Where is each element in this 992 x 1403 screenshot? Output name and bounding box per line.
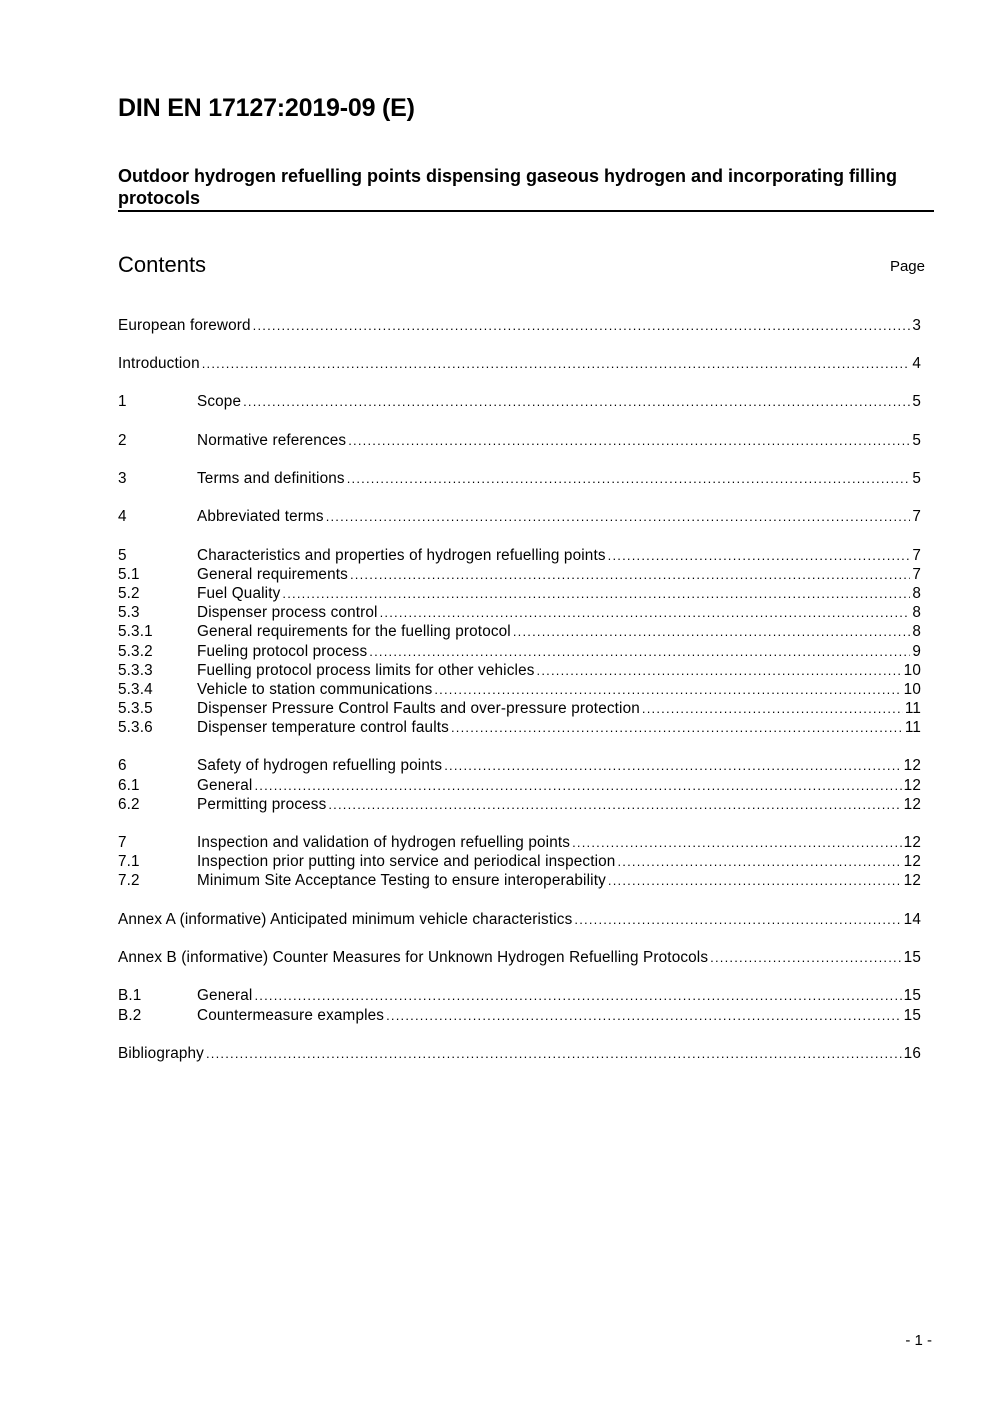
- toc-number: 7: [118, 834, 127, 851]
- toc-number: 5.2: [118, 585, 140, 602]
- toc-leader: [326, 507, 911, 526]
- toc-number: 6: [118, 757, 127, 774]
- toc-number: 4: [118, 508, 127, 525]
- toc-entry[interactable]: [118, 584, 921, 603]
- toc-title: Fueling protocol process: [197, 643, 368, 660]
- toc-number: B.1: [118, 987, 142, 1004]
- toc-page: 3: [912, 317, 921, 334]
- toc-leader: [386, 1006, 902, 1025]
- toc-page: 11: [904, 719, 921, 736]
- toc-number: 5.3: [118, 604, 140, 621]
- toc-title: Abbreviated terms: [197, 508, 324, 525]
- document-title: Outdoor hydrogen refuelling points dispensing gaseous hydrogen and incorporating filling protocols: [118, 166, 898, 208]
- toc-title: Bibliography: [118, 1045, 204, 1062]
- toc-number: 5: [118, 547, 127, 564]
- toc-title: Annex A (informative) Anticipated minimum vehicle characteristics: [118, 911, 573, 928]
- toc-page: 8: [912, 604, 921, 621]
- toc-title: Normative references: [197, 432, 347, 449]
- toc-number: 5.3.2: [118, 643, 153, 660]
- toc-title: Dispenser Pressure Control Faults and over-pressure protection: [197, 700, 640, 717]
- toc-title: Dispenser temperature control faults: [197, 719, 449, 736]
- toc-entry[interactable]: [118, 507, 921, 526]
- toc-number: 2: [118, 432, 127, 449]
- toc-number: 5.3.4: [118, 681, 153, 698]
- toc-page: 12: [903, 853, 921, 870]
- page-number: - 1 -: [905, 1332, 932, 1349]
- toc-page: 16: [903, 1045, 921, 1062]
- toc-page: 8: [912, 585, 921, 602]
- toc-page: 9: [912, 643, 921, 660]
- toc-leader: [202, 354, 911, 373]
- toc-entry[interactable]: [118, 469, 921, 488]
- toc-leader: [513, 622, 910, 641]
- toc-page: 12: [903, 796, 921, 813]
- toc-entry[interactable]: [118, 833, 921, 852]
- toc-leader: [574, 910, 901, 929]
- toc-leader: [434, 680, 901, 699]
- toc-page: 12: [903, 834, 921, 851]
- toc-page: 15: [903, 949, 921, 966]
- page-column-label: Page: [889, 258, 925, 275]
- toc-title: Inspection prior putting into service and periodical inspection: [197, 853, 616, 870]
- toc-leader: [608, 871, 902, 890]
- toc-entry[interactable]: [118, 776, 921, 795]
- toc-number: 7.2: [118, 872, 140, 889]
- toc-leader: [243, 392, 910, 411]
- toc-entry[interactable]: [118, 756, 921, 775]
- toc-page: 11: [904, 700, 921, 717]
- toc-leader: [380, 603, 911, 622]
- toc-entry[interactable]: [118, 392, 921, 411]
- toc-number: 5.3.6: [118, 719, 153, 736]
- toc-leader: [617, 852, 901, 871]
- toc-entry[interactable]: [118, 852, 921, 871]
- toc-title: Vehicle to station communications: [197, 681, 433, 698]
- toc-page: 8: [912, 623, 921, 640]
- toc-leader: [282, 584, 910, 603]
- toc-page: 5: [912, 432, 921, 449]
- toc-entry[interactable]: [118, 431, 921, 450]
- toc-page: 12: [903, 872, 921, 889]
- toc-title: Annex B (informative) Counter Measures for Unknown Hydrogen Refuelling Protocols: [118, 949, 709, 966]
- toc-page: 7: [912, 566, 921, 583]
- toc-number: 5.3.1: [118, 623, 153, 640]
- toc-title: Fuelling protocol process limits for other vehicles: [197, 662, 535, 679]
- toc-title: General requirements for the fuelling protocol: [197, 623, 511, 640]
- toc-entry[interactable]: [118, 718, 921, 737]
- toc-entry[interactable]: [118, 316, 921, 335]
- toc-entry[interactable]: [118, 1044, 921, 1063]
- toc-entry[interactable]: [118, 565, 921, 584]
- toc-leader: [348, 431, 910, 450]
- toc-leader: [642, 699, 903, 718]
- toc-page: 10: [903, 681, 921, 698]
- toc-leader: [710, 948, 902, 967]
- toc-leader: [451, 718, 903, 737]
- document-id: DIN EN 17127:2019-09 (E): [118, 94, 415, 122]
- toc-entry[interactable]: [118, 661, 921, 680]
- toc-entry[interactable]: [118, 986, 921, 1005]
- toc-page: 5: [912, 470, 921, 487]
- toc-title: European foreword: [118, 317, 251, 334]
- toc-page: 10: [903, 662, 921, 679]
- toc-number: 7.1: [118, 853, 140, 870]
- toc-title: Permitting process: [197, 796, 327, 813]
- toc-number: 5.3.5: [118, 700, 153, 717]
- toc-title: Dispenser process control: [197, 604, 378, 621]
- toc-number: 6.2: [118, 796, 140, 813]
- toc-title: Scope: [197, 393, 242, 410]
- toc-title: Characteristics and properties of hydrogen refuelling points: [197, 547, 606, 564]
- toc-title: Minimum Site Acceptance Testing to ensure interoperability: [197, 872, 606, 889]
- toc-title: Safety of hydrogen refuelling points: [197, 757, 443, 774]
- toc-leader: [254, 776, 901, 795]
- toc-title: General: [197, 777, 253, 794]
- toc-page: 7: [912, 508, 921, 525]
- toc-entry[interactable]: [118, 1006, 921, 1025]
- toc-leader: [347, 469, 911, 488]
- toc-entry[interactable]: [118, 910, 921, 929]
- toc-page: 15: [903, 1007, 921, 1024]
- toc-title: Inspection and validation of hydrogen refuelling points: [197, 834, 571, 851]
- toc-leader: [206, 1044, 902, 1063]
- toc-entry[interactable]: [118, 642, 921, 661]
- toc-number: B.2: [118, 1007, 142, 1024]
- toc-leader: [328, 795, 901, 814]
- toc-entry[interactable]: [118, 948, 921, 967]
- toc-page: 14: [903, 911, 921, 928]
- toc-leader: [537, 661, 902, 680]
- toc-leader: [572, 833, 902, 852]
- toc-entry[interactable]: [118, 354, 921, 373]
- toc-title: General requirements: [197, 566, 348, 583]
- toc-title: General: [197, 987, 253, 1004]
- toc-leader: [254, 986, 901, 1005]
- title-divider: [118, 210, 934, 212]
- toc-page: 7: [912, 547, 921, 564]
- toc-leader: [369, 642, 910, 661]
- toc-number: 5.3.3: [118, 662, 153, 679]
- toc-page: 12: [903, 777, 921, 794]
- toc-number: 5.1: [118, 566, 140, 583]
- toc-number: 1: [118, 393, 127, 410]
- toc-entry[interactable]: [118, 546, 921, 565]
- toc-entry[interactable]: [118, 699, 921, 718]
- toc-page: 12: [903, 757, 921, 774]
- toc-leader: [608, 546, 911, 565]
- toc-title: Introduction: [118, 355, 200, 372]
- toc-leader: [253, 316, 911, 335]
- toc-entry[interactable]: [118, 622, 921, 641]
- toc-entry[interactable]: [118, 795, 921, 814]
- toc-leader: [444, 756, 901, 775]
- toc-number: 6.1: [118, 777, 140, 794]
- toc-entry[interactable]: [118, 603, 921, 622]
- toc-title: Terms and definitions: [197, 470, 345, 487]
- toc-entry[interactable]: [118, 680, 921, 699]
- toc-page: 4: [912, 355, 921, 372]
- toc-title: Countermeasure examples: [197, 1007, 385, 1024]
- toc-page: 15: [903, 987, 921, 1004]
- toc-title: Fuel Quality: [197, 585, 281, 602]
- contents-heading: Contents: [118, 252, 207, 277]
- toc-entry[interactable]: [118, 871, 921, 890]
- toc-page: 5: [912, 393, 921, 410]
- toc-leader: [350, 565, 910, 584]
- toc-number: 3: [118, 470, 127, 487]
